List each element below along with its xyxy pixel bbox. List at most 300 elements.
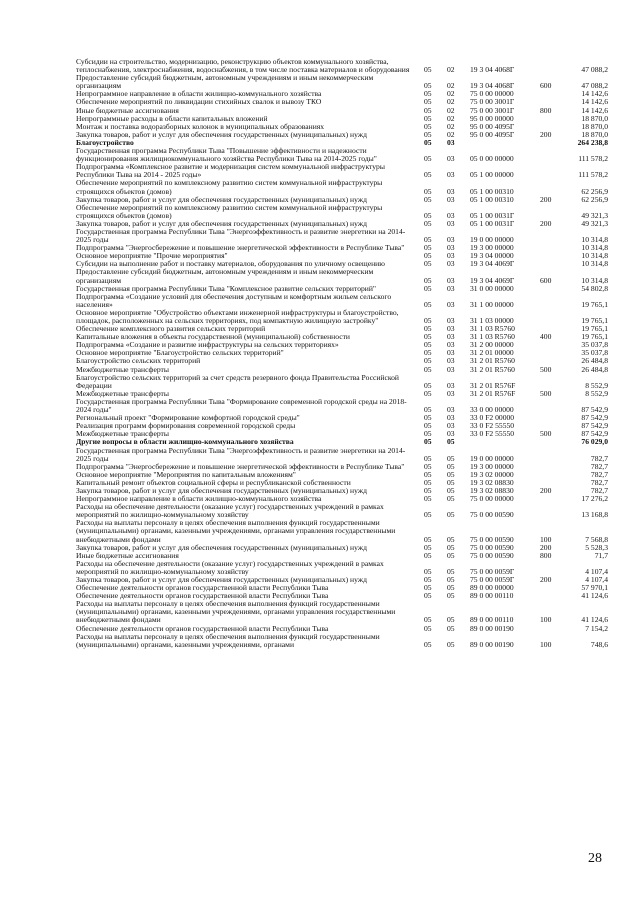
row-name: Предоставление субсидий бюджетным, автономным учреждениям и иным некоммерческим организациям <box>76 267 374 285</box>
row-subsection-code: 03 <box>447 243 455 253</box>
row-expense-type: 500 <box>540 429 552 439</box>
row-expense-type: 400 <box>540 332 552 342</box>
row-expense-type: 500 <box>540 364 552 374</box>
row-target-article: 89 0 00 00110 <box>470 591 514 601</box>
row-section-code: 05 <box>424 534 432 544</box>
row-section-code: 05 <box>424 259 432 269</box>
row-target-article: 33 0 F2 55550 <box>470 421 515 431</box>
row-expense-type: 800 <box>540 105 552 115</box>
row-subsection-code: 03 <box>447 210 455 220</box>
row-section-code: 05 <box>424 89 432 99</box>
row-amount: 17 276,2 <box>581 494 608 504</box>
row-name: Иные бюджетные ассигнования <box>76 105 179 115</box>
row-name: Непрограммные расходы в области капитальных вложений <box>76 113 268 123</box>
table-row <box>76 179 608 195</box>
row-subsection-code: 03 <box>447 186 455 196</box>
row-target-article: 31 1 03 R5760 <box>470 332 515 342</box>
row-expense-type <box>540 463 570 471</box>
row-expense-type <box>540 503 570 519</box>
row-target-article: 31 2 01 R5760 <box>470 364 515 374</box>
row-target-article: 05 1 00 00000 <box>470 170 514 180</box>
budget-table-body <box>76 58 608 649</box>
row-name: Благоустройство <box>76 137 134 147</box>
row-target-article: 19 0 00 00000 <box>470 453 514 463</box>
table-row <box>76 447 608 463</box>
row-amount: 4 107,4 <box>585 575 608 584</box>
row-name: Обеспечение деятельности органов государственной власти Республики Тыва <box>76 583 329 593</box>
row-subsection-code: 02 <box>447 113 455 123</box>
row-expense-type <box>540 252 570 260</box>
row-name: Подпрограмма "Энергосбережение и повышение энергетической эффективности в Республике Тыва" <box>76 461 405 471</box>
row-target-article: 75 0 00 00590 <box>470 510 514 520</box>
row-subsection-code: 03 <box>447 218 455 228</box>
row-name: Закупка товаров, работ и услуг для обеспечения государственных (муниципальных) нужд <box>76 542 367 552</box>
row-section-code: 05 <box>424 283 432 293</box>
row-name: Монтаж и поставка водоразборных колонок в муниципальных образованиях <box>76 121 325 131</box>
row-subsection-code: 02 <box>447 129 455 139</box>
row-amount: 18 870,0 <box>581 113 608 123</box>
row-name: Государственная программа Республики Тыва "Комплексное развитие сельских территорий" <box>76 283 377 293</box>
row-section-code: 05 <box>424 332 432 342</box>
row-subsection-code: 03 <box>447 413 455 423</box>
row-target-article: 19 3 00 00000 <box>470 243 514 253</box>
row-amount: 26 484,8 <box>581 364 608 374</box>
row-target-article: 89 0 00 00000 <box>470 583 514 593</box>
table-row <box>76 147 608 163</box>
row-subsection-code: 05 <box>447 461 455 471</box>
row-amount: 19 765,1 <box>581 324 608 334</box>
row-target-article: 19 3 04 4068Г <box>470 81 515 91</box>
row-name: Обеспечение мероприятий по ликвидации стихийных свалок и вывозу ТКО <box>76 97 322 107</box>
row-expense-type <box>540 139 570 147</box>
row-section-code: 05 <box>424 477 432 487</box>
row-name: Межбюджетные трансферты <box>76 388 169 398</box>
row-section-code: 05 <box>424 615 432 625</box>
row-amount: 87 542,9 <box>581 429 608 439</box>
row-name: Межбюджетные трансферты <box>76 429 169 439</box>
row-target-article: 05 1 00 0031Г <box>470 210 515 220</box>
row-expense-type <box>540 260 570 268</box>
row-name: Закупка товаров, работ и услуг для обеспечения государственных (муниципальных) нужд <box>76 575 367 584</box>
row-subsection-code: 03 <box>447 421 455 431</box>
row-subsection-code: 03 <box>447 324 455 334</box>
row-expense-type <box>540 179 570 195</box>
row-expense-type <box>540 228 570 244</box>
row-target-article: 89 0 00 00190 <box>470 639 514 649</box>
row-section-code: 05 <box>424 137 432 147</box>
row-name: Подпрограмма «Создание и развитие инфраструктуры на сельских территориях» <box>76 340 339 350</box>
row-expense-type: 100 <box>540 534 552 544</box>
row-name: Расходы на выплаты персоналу в целях обеспечения выполнения функций государственными (муниципальными) органами, казенными учреждениями, органами управления государственными внебюджетными фондами <box>76 518 396 544</box>
row-amount: 782,7 <box>590 453 608 463</box>
row-section-code: 05 <box>424 575 432 584</box>
row-section-code: 05 <box>424 275 432 285</box>
row-subsection-code: 05 <box>447 583 455 593</box>
row-section-code: 05 <box>424 494 432 504</box>
row-section-code: 05 <box>424 121 432 131</box>
row-section-code: 05 <box>424 453 432 463</box>
row-amount: 264 238,8 <box>577 137 608 147</box>
table-row <box>76 293 608 309</box>
row-target-article <box>470 139 540 147</box>
row-name: Расходы на обеспечение деятельности (оказание услуг) государственных учреждений в рамках мероприятий по жилищно-коммунальному хозяйству <box>76 558 384 576</box>
row-subsection-code: 02 <box>447 105 455 115</box>
row-name: Расходы на выплаты персоналу в целях обеспечения выполнения функций государственными (муниципальными) органами, казенными учреждениями, органами <box>76 631 380 649</box>
row-expense-type: 200 <box>540 485 552 495</box>
row-amount: 111 578,2 <box>578 170 608 180</box>
row-section-code: 05 <box>424 129 432 139</box>
row-expense-type: 200 <box>540 129 552 139</box>
row-amount: 10 314,8 <box>581 275 608 285</box>
row-subsection-code: 05 <box>447 639 455 649</box>
row-target-article: 31 1 03 R5760 <box>470 324 515 334</box>
row-target-article: 75 0 00 3001Г <box>470 97 515 107</box>
row-amount: 18 870,0 <box>581 129 608 139</box>
row-name: Основное мероприятие "Мероприятия по капитальным вложениям" <box>76 469 296 479</box>
row-name: Расходы на выплаты персоналу в целях обеспечения выполнения функций государственными (муниципальными) органами, казенными учреждениями, органами управления государственными внебюджетными фондами <box>76 599 396 625</box>
row-section-code: 05 <box>424 461 432 471</box>
row-subsection-code: 03 <box>447 429 455 439</box>
row-name: Реализация программ формирования современной городской среды <box>76 421 296 431</box>
row-subsection-code: 05 <box>447 485 455 495</box>
row-target-article: 75 0 00 00590 <box>470 534 514 544</box>
row-section-code: 05 <box>424 405 432 415</box>
row-subsection-code: 03 <box>447 170 455 180</box>
row-subsection-code: 05 <box>447 453 455 463</box>
row-amount: 87 542,9 <box>581 421 608 431</box>
row-name: Закупка товаров, работ и услуг для обеспечения государственных (муниципальных) нужд <box>76 129 367 139</box>
row-section-code: 05 <box>424 469 432 479</box>
row-expense-type: 200 <box>540 575 552 584</box>
row-target-article: 19 3 04 00000 <box>470 251 514 261</box>
row-amount: 76 029,0 <box>581 437 608 447</box>
row-section-code: 05 <box>424 324 432 334</box>
row-expense-type <box>540 90 570 98</box>
row-amount: 62 256,9 <box>581 194 608 204</box>
table-row <box>76 374 608 390</box>
row-name: Основное мероприятие "Прочие мероприятия" <box>76 251 228 261</box>
row-section-code: 05 <box>424 251 432 261</box>
row-subsection-code: 02 <box>447 121 455 131</box>
row-subsection-code: 03 <box>447 235 455 245</box>
row-target-article: 19 3 02 00000 <box>470 469 514 479</box>
row-expense-type <box>540 285 570 293</box>
row-amount: 8 552,9 <box>585 388 608 398</box>
row-subsection-code: 03 <box>447 283 455 293</box>
row-subsection-code: 05 <box>447 591 455 601</box>
row-subsection-code: 05 <box>447 437 455 447</box>
row-section-code: 05 <box>424 235 432 245</box>
row-amount: 87 542,9 <box>581 413 608 423</box>
row-section-code: 05 <box>424 113 432 123</box>
row-expense-type <box>540 495 570 503</box>
row-expense-type: 200 <box>540 194 552 204</box>
row-expense-type <box>540 471 570 479</box>
row-target-article: 33 0 00 00000 <box>470 405 514 415</box>
row-amount: 782,7 <box>590 461 608 471</box>
row-name: Субсидии на строительство, модернизацию, реконструкцию объектов коммунального хозяйства, теплоснабжения, электроснабжения, водоснабжения, в том числе поставка материалов и оборудования <box>76 57 410 75</box>
row-target-article: 75 0 00 00000 <box>470 494 514 504</box>
row-amount: 41 124,6 <box>581 615 608 625</box>
row-subsection-code: 02 <box>447 81 455 91</box>
row-subsection-code: 05 <box>447 469 455 479</box>
row-section-code: 05 <box>424 243 432 253</box>
row-subsection-code: 03 <box>447 356 455 366</box>
row-amount: 18 870,0 <box>581 121 608 131</box>
row-subsection-code: 05 <box>447 534 455 544</box>
row-name: Другие вопросы в области жилищно-коммунального хозяйства <box>76 437 294 447</box>
row-section-code: 05 <box>424 348 432 358</box>
row-expense-type: 100 <box>540 639 552 649</box>
row-section-code: 05 <box>424 437 432 447</box>
row-subsection-code: 03 <box>447 299 455 309</box>
row-target-article: 31 1 00 00000 <box>470 299 514 309</box>
row-expense-type: 600 <box>540 275 552 285</box>
row-amount: 19 765,1 <box>581 332 608 342</box>
table-row <box>76 519 608 543</box>
budget-table <box>76 58 608 649</box>
row-section-code: 05 <box>424 413 432 423</box>
row-subsection-code: 03 <box>447 405 455 415</box>
row-name: Расходы на обеспечение деятельности (оказание услуг) государственных учреждений в рамках мероприятий по жилищно-коммунальному хозяйству <box>76 502 384 520</box>
row-amount: 7 154,2 <box>585 623 608 633</box>
row-target-article: 75 0 00 00590 <box>470 542 514 552</box>
row-section-code: 05 <box>424 194 432 204</box>
row-target-article: 89 0 00 00110 <box>470 615 514 625</box>
row-section-code: 05 <box>424 623 432 633</box>
row-name: Обеспечение комплексного развития сельских территорий <box>76 324 266 334</box>
row-target-article: 31 2 01 R5760 <box>470 356 515 366</box>
row-section-code: 05 <box>424 364 432 374</box>
row-section-code: 05 <box>424 421 432 431</box>
row-section-code: 05 <box>424 550 432 560</box>
row-target-article: 19 3 04 4069Г <box>470 275 515 285</box>
row-section-code: 05 <box>424 299 432 309</box>
row-expense-type <box>540 398 570 414</box>
row-expense-type <box>540 584 570 592</box>
row-expense-type: 600 <box>540 81 552 91</box>
row-name: Государственная программа Республики Тыва "Энергоэффективность и развитие энергетики на 2014-2025 годы <box>76 226 406 245</box>
row-target-article: 05 1 00 00310 <box>470 194 514 204</box>
row-target-article: 19 3 02 08830 <box>470 485 514 495</box>
row-target-article: 33 0 F2 00000 <box>470 413 515 423</box>
row-subsection-code: 03 <box>447 348 455 358</box>
row-target-article: 75 0 00 3001Г <box>470 105 515 115</box>
row-name: Основное мероприятие "Благоустройство сельских территорий" <box>76 348 284 358</box>
row-subsection-code: 05 <box>447 550 455 560</box>
row-expense-type <box>540 309 570 325</box>
row-section-code: 05 <box>424 186 432 196</box>
row-amount: 10 314,8 <box>581 259 608 269</box>
row-name: Региональный проект "Формирование комфортной городской среды" <box>76 413 300 423</box>
row-name: Подпрограмма «Создание условий для обеспечения доступным и комфортным жильем сельского населения» <box>76 291 392 309</box>
row-expense-type <box>540 204 570 220</box>
row-subsection-code: 05 <box>447 510 455 520</box>
row-subsection-code: 03 <box>447 154 455 164</box>
row-expense-type <box>540 163 570 179</box>
row-subsection-code: 05 <box>447 615 455 625</box>
row-name: Межбюджетные трансферты <box>76 364 169 374</box>
row-amount: 54 802,8 <box>581 283 608 293</box>
row-amount: 14 142,6 <box>581 105 608 115</box>
row-amount: 49 321,3 <box>581 218 608 228</box>
row-amount: 62 256,9 <box>581 186 608 196</box>
row-section-code: 05 <box>424 154 432 164</box>
row-name: Подпрограмма «Комплексное развитие и модернизация систем коммунальной инфраструктуры Республики Тыва на 2014 - 2025 годы» <box>76 162 385 180</box>
row-name: Закупка товаров, работ и услуг для обеспечения государственных (муниципальных) нужд <box>76 485 367 495</box>
row-subsection-code: 05 <box>447 494 455 504</box>
row-expense-type <box>540 625 570 633</box>
row-section-code: 05 <box>424 356 432 366</box>
row-section-code: 05 <box>424 566 432 576</box>
row-expense-type <box>540 374 570 390</box>
row-name: Благоустройство сельских территорий за счет средств резервного фонда Правительства Российской Федерации <box>76 372 399 390</box>
row-target-article: 31 2 01 00000 <box>470 348 514 358</box>
row-name: Государственная программа Республики Тыва "Повышение эффективности и надежности функционирования жилищнокоммунального хозяйства Республики Тыва на 2014-2025 годы" <box>76 146 377 164</box>
row-expense-type <box>540 592 570 600</box>
row-section-code: 05 <box>424 65 432 75</box>
row-amount: 47 088,2 <box>581 81 608 91</box>
row-subsection-code: 03 <box>447 388 455 398</box>
row-amount: 35 037,8 <box>581 340 608 350</box>
row-section-code: 05 <box>424 542 432 552</box>
row-subsection-code: 03 <box>447 332 455 342</box>
table-row <box>76 633 608 649</box>
row-section-code: 05 <box>424 97 432 107</box>
row-amount: 111 578,2 <box>578 154 608 164</box>
row-amount: 782,7 <box>590 469 608 479</box>
row-subsection-code: 02 <box>447 89 455 99</box>
row-target-article: 31 0 00 00000 <box>470 283 514 293</box>
row-target-article: 95 0 00 4095Г <box>470 121 515 131</box>
row-amount: 26 484,8 <box>581 356 608 366</box>
table-row <box>76 163 608 179</box>
row-subsection-code: 05 <box>447 477 455 487</box>
row-target-article: 95 0 00 00000 <box>470 113 514 123</box>
table-row <box>76 131 608 139</box>
row-name: Обеспечение деятельности органов государственной власти Республики Тыва <box>76 623 329 633</box>
row-target-article: 31 2 01 R576F <box>470 380 516 390</box>
row-section-code: 05 <box>424 105 432 115</box>
row-expense-type: 200 <box>540 542 552 552</box>
row-name: Обеспечение мероприятий по комплексному развитию систем коммунальной инфраструктуры строящихся объектов (домов) <box>76 202 383 220</box>
row-target-article: 31 1 03 00000 <box>470 316 514 325</box>
table-row <box>76 228 608 244</box>
row-subsection-code: 03 <box>447 316 455 325</box>
row-subsection-code: 05 <box>447 623 455 633</box>
row-section-code: 05 <box>424 380 432 390</box>
row-target-article: 05 1 00 00310 <box>470 186 514 196</box>
row-section-code: 05 <box>424 591 432 601</box>
row-expense-type: 500 <box>540 388 552 398</box>
row-amount: 71,7 <box>594 550 608 560</box>
row-amount: 5 528,3 <box>585 542 608 552</box>
row-target-article: 05 0 00 00000 <box>470 154 514 164</box>
row-target-article: 05 1 00 0031Г <box>470 218 515 228</box>
row-name: Закупка товаров, работ и услуг для обеспечения государственных (муниципальных) нужд <box>76 218 367 228</box>
row-target-article: 75 0 00 0059Г <box>470 575 515 584</box>
row-section-code: 05 <box>424 210 432 220</box>
row-subsection-code: 03 <box>447 137 455 147</box>
row-target-article: 75 0 00 0059Г <box>470 566 515 576</box>
row-amount: 47 088,2 <box>581 65 608 75</box>
row-target-article: 75 0 00 00590 <box>470 550 514 560</box>
row-expense-type <box>540 447 570 463</box>
row-amount: 41 124,6 <box>581 591 608 601</box>
row-name: Основное мероприятие "Обустройство объектами инженерной инфраструктуры и благоустройство, площадок, расположенных на сельских территориях, под компактную жилищную застройку" <box>76 307 399 325</box>
row-name: Обеспечение деятельности органов государственной власти Республики Тыва <box>76 591 329 601</box>
row-name: Капитальные вложения в объекты государственной (муниципальной) собственности <box>76 332 350 342</box>
row-section-code: 05 <box>424 218 432 228</box>
row-amount: 87 542,9 <box>581 405 608 415</box>
row-expense-type <box>540 341 570 349</box>
table-row <box>76 204 608 220</box>
row-expense-type <box>540 438 570 446</box>
row-name: Обеспечение мероприятий по комплексному развитию систем коммунальной инфраструктуры строящихся объектов (домов) <box>76 178 383 196</box>
row-target-article: 19 3 02 08830 <box>470 477 514 487</box>
table-row <box>76 503 608 519</box>
row-name: Капитальный ремонт объектов социальной сферы и республиканской собственности <box>76 477 351 487</box>
row-amount: 57 970,1 <box>581 583 608 593</box>
row-target-article: 19 0 00 00000 <box>470 235 514 245</box>
table-row <box>76 268 608 284</box>
row-target-article: 31 2 00 00000 <box>470 340 514 350</box>
row-amount: 35 037,8 <box>581 348 608 358</box>
row-target-article: 89 0 00 00190 <box>470 623 514 633</box>
row-amount: 19 765,1 <box>581 316 608 325</box>
row-name: Непрограммное направление в области жилищно-коммунального хозяйства <box>76 494 322 504</box>
row-target-article: 95 0 00 4095Г <box>470 129 515 139</box>
table-row <box>76 309 608 325</box>
row-subsection-code: 03 <box>447 364 455 374</box>
row-subsection-code: 05 <box>447 542 455 552</box>
row-section-code: 05 <box>424 170 432 180</box>
row-subsection-code: 03 <box>447 340 455 350</box>
row-amount: 10 314,8 <box>581 243 608 253</box>
row-amount: 13 168,8 <box>581 510 608 520</box>
row-expense-type <box>540 349 570 357</box>
row-section-code: 05 <box>424 340 432 350</box>
row-expense-type: 100 <box>540 615 552 625</box>
row-name: Субсидии на выполнение работ и поставку материалов, оборудования по уличному освещению <box>76 259 385 269</box>
table-row <box>76 58 608 74</box>
row-name: Государственная программа Республики Тыва "Формирование современной городской среды на 2018-2024 годы" <box>76 396 407 415</box>
row-name: Закупка товаров, работ и услуг для обеспечения государственных (муниципальных) нужд <box>76 194 367 204</box>
row-amount: 7 568,8 <box>585 534 608 544</box>
row-expense-type: 200 <box>540 218 552 228</box>
row-subsection-code: 02 <box>447 65 455 75</box>
row-subsection-code: 05 <box>447 566 455 576</box>
row-subsection-code: 05 <box>447 575 455 584</box>
row-name: Иные бюджетные ассигнования <box>76 550 179 560</box>
row-amount: 14 142,6 <box>581 97 608 107</box>
row-target-article: 19 3 04 4068Г <box>470 65 515 75</box>
row-amount: 782,7 <box>590 485 608 495</box>
row-target-article: 19 3 00 00000 <box>470 461 514 471</box>
row-section-code: 05 <box>424 81 432 91</box>
row-amount: 782,7 <box>590 477 608 487</box>
row-amount: 4 107,4 <box>585 566 608 576</box>
row-section-code: 05 <box>424 316 432 325</box>
row-section-code: 05 <box>424 429 432 439</box>
page-number: 28 <box>588 851 602 866</box>
row-expense-type <box>540 414 570 422</box>
row-amount: 10 314,8 <box>581 251 608 261</box>
row-name: Подпрограмма "Энергосбережение и повышение энергетической эффективности в Республике Тыва" <box>76 243 405 253</box>
row-section-code: 05 <box>424 639 432 649</box>
row-subsection-code: 03 <box>447 380 455 390</box>
row-target-article: 75 0 00 00000 <box>470 89 514 99</box>
